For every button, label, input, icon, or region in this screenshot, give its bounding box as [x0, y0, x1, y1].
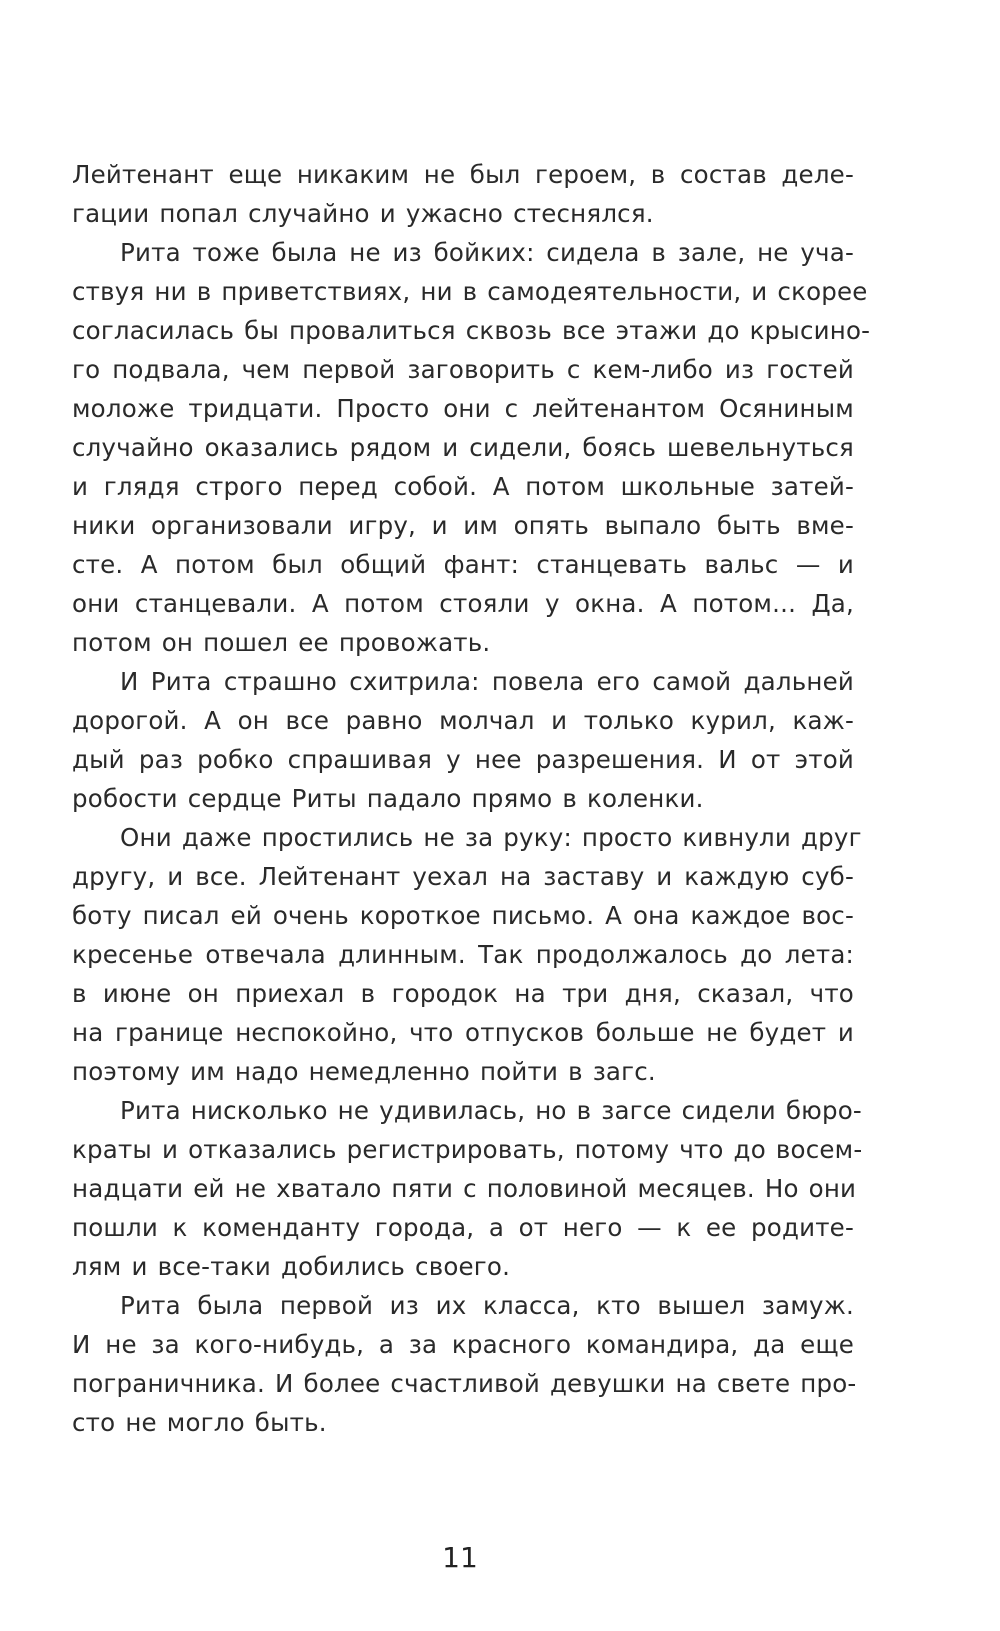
text-line: Рита была первой из их класса, кто вышел замуж.	[120, 1291, 854, 1320]
body-text	[72, 155, 871, 1442]
paragraph	[72, 1091, 863, 1286]
text-line: на границе неспокойно, что отпусков больше не будет и	[72, 1018, 854, 1047]
text-line: ники организовали игру, и им опять выпало быть вме-	[72, 511, 854, 540]
text-line: Они даже простились не за руку: просто кивнули друг	[120, 823, 862, 852]
text-line: лям и все-таки добились своего.	[72, 1252, 511, 1281]
text-line: дорогой. А он все равно молчал и только курил, каж-	[72, 706, 854, 735]
text-line: дый раз робко спрашивая у нее разрешения. И от этой	[72, 745, 854, 774]
paragraph	[72, 1286, 857, 1442]
text-line: надцати ей не хватало пяти с половиной месяцев. Но они	[72, 1174, 857, 1203]
text-line: Лейтенант еще никаким не был героем, в состав деле-	[72, 160, 854, 189]
text-line: краты и отказались регистрировать, потому что до восем-	[72, 1135, 863, 1164]
text-line: моложе тридцати. Просто они с лейтенантом Осяниным	[72, 394, 854, 423]
text-line: сте. А потом был общий фант: станцевать вальс — и	[72, 550, 854, 579]
text-line: Рита тоже была не из бойких: сидела в зале, не уча-	[120, 238, 854, 267]
text-line: ствуя ни в приветствиях, ни в самодеятельности, и скорее	[72, 277, 868, 306]
text-line: поэтому им надо немедленно пойти в загс.	[72, 1057, 656, 1086]
text-line: И Рита страшно схитрила: повела его самой дальней	[120, 667, 854, 696]
text-line: случайно оказались рядом и сидели, боясь шевельнуться	[72, 433, 854, 462]
paragraph	[72, 233, 871, 662]
text-line: в июне он приехал в городок на три дня, сказал, что	[72, 979, 854, 1008]
text-line: пограничника. И более счастливой девушки на свете про-	[72, 1369, 857, 1398]
text-line: другу, и все. Лейтенант уехал на заставу и каждую суб-	[72, 862, 854, 891]
paragraph	[72, 662, 854, 818]
text-line: потом он пошел ее провожать.	[72, 628, 491, 657]
text-line: они станцевали. А потом стояли у окна. А потом... Да,	[72, 589, 854, 618]
text-line: согласилась бы провалиться сквозь все этажи до крысино-	[72, 316, 871, 345]
text-line: робости сердце Риты падало прямо в коленки.	[72, 784, 704, 813]
text-line: сто не могло быть.	[72, 1408, 327, 1437]
text-line: и глядя строго перед собой. А потом школьные затей-	[72, 472, 854, 501]
paragraph	[72, 818, 862, 1091]
text-line: го подвала, чем первой заговорить с кем-либо из гостей	[72, 355, 854, 384]
text-line: Рита нисколько не удивилась, но в загсе сидели бюро-	[120, 1096, 862, 1125]
page-number: 11	[442, 1541, 478, 1574]
text-line: кресенье отвечала длинным. Так продолжалось до лета:	[72, 940, 854, 969]
text-line: И не за кого-нибудь, а за красного командира, да еще	[72, 1330, 854, 1359]
paragraph	[72, 155, 854, 233]
text-line: гации попал случайно и ужасно стеснялся.	[72, 199, 654, 228]
text-line: боту писал ей очень короткое письмо. А она каждое вос-	[72, 901, 854, 930]
text-line: пошли к коменданту города, а от него — к ее родите-	[72, 1213, 854, 1242]
